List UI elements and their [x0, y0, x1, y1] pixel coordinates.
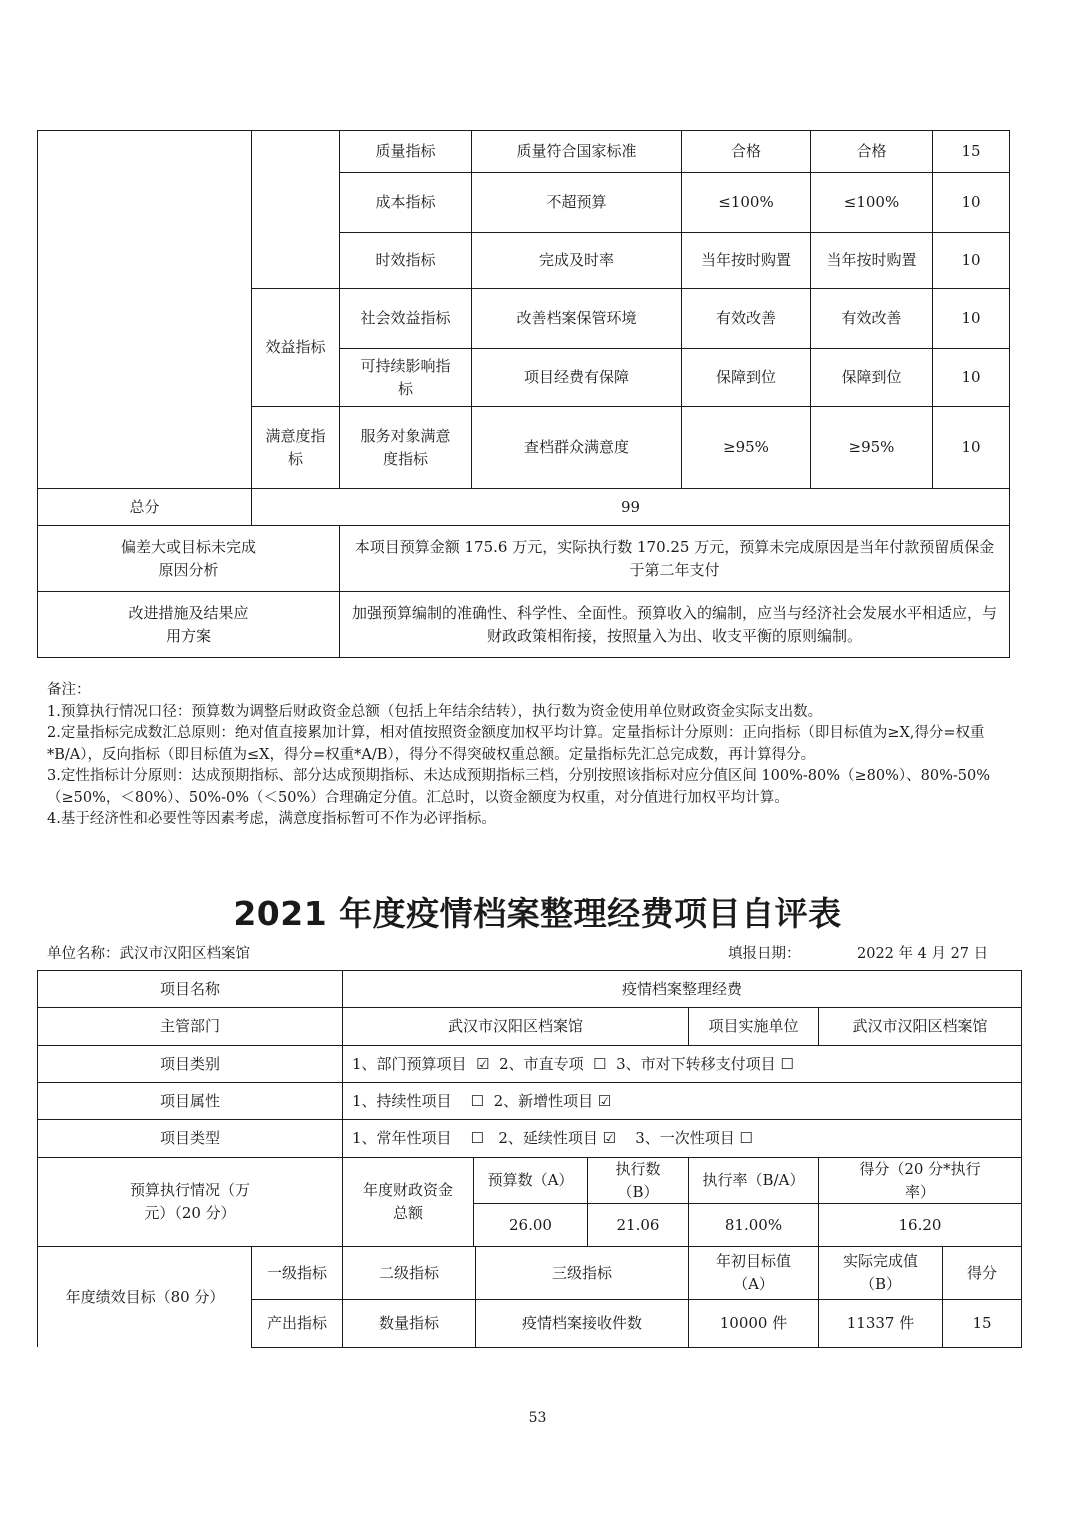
score-cell: 10 — [932, 232, 1010, 289]
actual-cell: ≤100% — [810, 172, 933, 233]
goal-target: 10000 件 — [688, 1299, 819, 1348]
actual-cell: ≥95% — [810, 406, 933, 489]
target-cell: 合格 — [681, 130, 811, 173]
improve-label: 改进措施及结果应用方案 — [37, 591, 340, 658]
category-value[interactable]: 1、部门预算项目 ☑ 2、市直专项 ☐ 3、市对下转移支付项目 ☐ — [342, 1045, 1022, 1083]
budget-col-b: 执行数（B） — [587, 1157, 689, 1204]
category-label: 项目类别 — [37, 1045, 343, 1083]
impl-value: 武汉市汉阳区档案馆 — [818, 1007, 1022, 1046]
level1-output-continued — [251, 130, 340, 289]
improve-text: 加强预算编制的准确性、科学性、全面性。预算收入的编制，应当与经济社会发展水平相适应，与财政政策相衔接，按照量入为出、收支平衡的原则编制。 — [339, 591, 1010, 658]
date-label: 填报日期： — [728, 946, 801, 962]
project-name-label: 项目名称 — [37, 970, 343, 1008]
goal-level1: 产出指标 — [251, 1299, 343, 1348]
date-value: 2022 年 4 月 27 日 — [857, 946, 989, 962]
goal-level3: 疫情档案接收件数 — [475, 1299, 689, 1348]
fund-total-label: 年度财政资金总额 — [342, 1157, 474, 1247]
note-item: 3.定性指标计分原则：达成预期指标、部分达成预期指标、未达成预期指标三档，分别按照该指标对应分值区间 100%-80%（≥80%）、80%-50%（≥50%，＜80%）、50%-0%（＜50%）合理确定分值。汇总时，以资金额度为权重，对分值进行加权平均计算。 — [47, 768, 991, 806]
level3-cell: 不超预算 — [471, 172, 682, 233]
budget-value-a: 26.00 — [473, 1203, 588, 1247]
total-label: 总分 — [37, 488, 252, 526]
level2-cell: 成本指标 — [339, 172, 472, 233]
project-name-value: 疫情档案整理经费 — [342, 970, 1022, 1008]
attribute-label: 项目属性 — [37, 1082, 343, 1120]
budget-col-rate: 执行率（B/A） — [688, 1157, 819, 1204]
dept-label: 主管部门 — [37, 1007, 343, 1046]
level2-cell: 可持续影响指标 — [339, 348, 472, 407]
impl-label: 项目实施单位 — [688, 1007, 819, 1046]
type-label: 项目类型 — [37, 1119, 343, 1158]
level2-cell: 社会效益指标 — [339, 288, 472, 349]
dept-value: 武汉市汉阳区档案馆 — [342, 1007, 689, 1046]
score-cell: 10 — [932, 288, 1010, 349]
budget-value-b: 21.06 — [587, 1203, 689, 1247]
budget-value-score: 16.20 — [818, 1203, 1022, 1247]
target-cell: ≥95% — [681, 406, 811, 489]
budget-col-score: 得分（20 分*执行率） — [818, 1157, 1022, 1204]
total-value: 99 — [251, 488, 1010, 526]
score-cell: 10 — [932, 348, 1010, 407]
target-cell: 保障到位 — [681, 348, 811, 407]
unit-name: 单位名称：武汉市汉阳区档案馆 — [47, 946, 250, 962]
target-cell: 有效改善 — [681, 288, 811, 349]
notes-heading: 备注： — [47, 682, 91, 698]
actual-cell: 有效改善 — [810, 288, 933, 349]
deviation-text: 本项目预算金额 175.6 万元，实际执行数 170.25 万元，预算未完成原因是当年付款预留质保金于第二年支付 — [339, 525, 1010, 592]
level3-cell: 改善档案保管环境 — [471, 288, 682, 349]
note-item: 2.定量指标完成数汇总原则：绝对值直接累加计算，相对值按照资金额度加权平均计算。定量指标计分原则：正向指标（即目标值为≥X,得分=权重*B/A），反向指标（即目标值为≤X，得分=权重*A/B），得分不得突破权重总额。定量指标先汇总完成数，再计算得分。 — [47, 725, 985, 763]
goals-header-level1: 一级指标 — [251, 1246, 343, 1300]
level2-cell: 质量指标 — [339, 130, 472, 173]
budget-label: 预算执行情况（万元）（20 分） — [37, 1157, 343, 1247]
score-cell: 10 — [932, 406, 1010, 489]
goals-header-target: 年初目标值（A） — [688, 1246, 819, 1300]
score-cell: 15 — [932, 130, 1010, 173]
blank-merged-cell — [37, 130, 252, 489]
page-number: 53 — [528, 1410, 547, 1426]
budget-value-rate: 81.00% — [688, 1203, 819, 1247]
level2-cell: 时效指标 — [339, 232, 472, 289]
goal-level2: 数量指标 — [342, 1299, 476, 1348]
level1-benefit-cell: 效益指标 — [251, 288, 340, 407]
actual-cell: 当年按时购置 — [810, 232, 933, 289]
goals-header-level3: 三级指标 — [475, 1246, 689, 1300]
budget-col-a: 预算数（A） — [473, 1157, 588, 1204]
goal-actual: 11337 件 — [818, 1299, 943, 1348]
note-item: 1.预算执行情况口径：预算数为调整后财政资金总额（包括上年结余结转），执行数为资金使用单位财政资金实际支出数。 — [47, 703, 823, 720]
note-item: 4.基于经济性和必要性等因素考虑，满意度指标暂可不作为必评指标。 — [47, 811, 496, 827]
attribute-value[interactable]: 1、持续性项目 ☐ 2、新增性项目 ☑ — [342, 1082, 1022, 1120]
form-title: 2021 年度疫情档案整理经费项目自评表 — [233, 894, 842, 933]
level2-cell: 服务对象满意度指标 — [339, 406, 472, 489]
goals-header-level2: 二级指标 — [342, 1246, 476, 1300]
score-cell: 10 — [932, 172, 1010, 233]
goals-label: 年度绩效目标（80 分） — [37, 1246, 252, 1347]
deviation-label: 偏差大或目标未完成原因分析 — [37, 525, 340, 592]
notes-section — [47, 680, 997, 831]
level3-cell: 项目经费有保障 — [471, 348, 682, 407]
actual-cell: 保障到位 — [810, 348, 933, 407]
goal-score: 15 — [942, 1299, 1022, 1348]
level3-cell: 质量符合国家标准 — [471, 130, 682, 173]
actual-cell: 合格 — [810, 130, 933, 173]
target-cell: 当年按时购置 — [681, 232, 811, 289]
goals-header-actual: 实际完成值（B） — [818, 1246, 943, 1300]
goals-header-score: 得分 — [942, 1246, 1022, 1300]
level3-cell: 查档群众满意度 — [471, 406, 682, 489]
type-value[interactable]: 1、常年性项目 ☐ 2、延续性项目 ☑ 3、一次性项目 ☐ — [342, 1119, 1022, 1158]
level1-satisfaction-cell: 满意度指标 — [251, 406, 340, 489]
target-cell: ≤100% — [681, 172, 811, 233]
level3-cell: 完成及时率 — [471, 232, 682, 289]
